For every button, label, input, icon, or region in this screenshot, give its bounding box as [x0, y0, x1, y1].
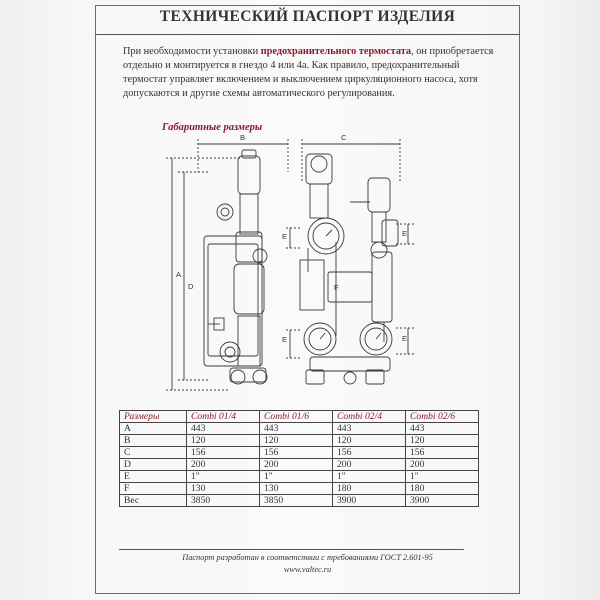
- table-cell: 1": [260, 471, 333, 483]
- title-underline: [95, 34, 520, 35]
- table-cell: 180: [406, 483, 479, 495]
- table-cell: D: [120, 459, 187, 471]
- table-row: [120, 435, 479, 447]
- table-row: [120, 495, 479, 507]
- intro-text-emphasis: предохранительного термостата: [260, 46, 412, 57]
- table-cell: 200: [333, 459, 406, 471]
- table-cell: E: [120, 471, 187, 483]
- spec-table: [119, 410, 479, 507]
- spec-header-combi-02-6: Combi 02/6: [406, 411, 479, 423]
- dim-label-e-lower-right: E: [402, 334, 408, 343]
- table-cell: 130: [187, 483, 260, 495]
- spec-header-dimensions: Размеры: [120, 411, 187, 423]
- table-cell: 120: [333, 435, 406, 447]
- dim-label-e-upper-right: E: [402, 229, 408, 238]
- table-cell: 156: [187, 447, 260, 459]
- table-cell: 200: [187, 459, 260, 471]
- table-cell: C: [120, 447, 187, 459]
- table-cell: 156: [406, 447, 479, 459]
- table-cell: B: [120, 435, 187, 447]
- table-cell: 1": [406, 471, 479, 483]
- dimensions-drawing: [160, 132, 420, 394]
- footer-website: www.valtec.ru: [283, 565, 332, 574]
- table-cell: 156: [333, 447, 406, 459]
- table-cell: 443: [187, 423, 260, 435]
- table-cell: A: [120, 423, 187, 435]
- table-row: [120, 459, 479, 471]
- table-cell: 1": [333, 471, 406, 483]
- table-row: [120, 483, 479, 495]
- table-row: [120, 423, 479, 435]
- intro-text-before: При необходимости установки: [123, 46, 261, 57]
- table-cell: 3850: [260, 495, 333, 507]
- table-cell: 156: [260, 447, 333, 459]
- table-cell: 200: [260, 459, 333, 471]
- table-cell: 443: [333, 423, 406, 435]
- dim-label-e-lower-left: E: [282, 335, 288, 344]
- dim-label-a: A: [176, 270, 182, 279]
- footer-divider: [119, 549, 464, 550]
- dim-label-b: B: [240, 133, 246, 142]
- table-cell: 443: [260, 423, 333, 435]
- table-cell: 3900: [406, 495, 479, 507]
- table-cell: 3900: [333, 495, 406, 507]
- table-cell: 180: [333, 483, 406, 495]
- table-cell: 1": [187, 471, 260, 483]
- spec-header-combi-01-4: Combi 01/4: [187, 411, 260, 423]
- table-cell: 200: [406, 459, 479, 471]
- spec-header-combi-02-4: Combi 02/4: [333, 411, 406, 423]
- intro-text-after: , он приобретается отдельно и монтируется в гнездо 4 или 4а. Как правило, предохранительный термостат управляет включением и выключением циркуляционного насоса, хотя допускаются и другие схемы автоматического регулирования.: [123, 46, 494, 99]
- table-cell: 130: [260, 483, 333, 495]
- dim-label-f: F: [334, 283, 339, 292]
- dim-label-d: D: [188, 282, 194, 291]
- page-title: ТЕХНИЧЕСКИЙ ПАСПОРТ ИЗДЕЛИЯ: [159, 8, 456, 25]
- table-row: [120, 447, 479, 459]
- table-cell: Вес: [120, 495, 187, 507]
- footer-gost-note: Паспорт разработан в соответствии с требованиями ГОСТ 2.601-95: [182, 553, 433, 562]
- table-cell: F: [120, 483, 187, 495]
- dimensions-heading: Габаритные размеры: [162, 122, 263, 133]
- dim-label-e-upper-left: E: [282, 232, 288, 241]
- table-cell: 3850: [187, 495, 260, 507]
- table-cell: 443: [406, 423, 479, 435]
- table-row: [120, 471, 479, 483]
- spec-table-header-row: [120, 411, 479, 423]
- intro-paragraph: [123, 45, 503, 101]
- spec-header-combi-01-6: Combi 01/6: [260, 411, 333, 423]
- dim-label-c: C: [341, 133, 347, 142]
- table-cell: 120: [406, 435, 479, 447]
- table-cell: 120: [187, 435, 260, 447]
- table-cell: 120: [260, 435, 333, 447]
